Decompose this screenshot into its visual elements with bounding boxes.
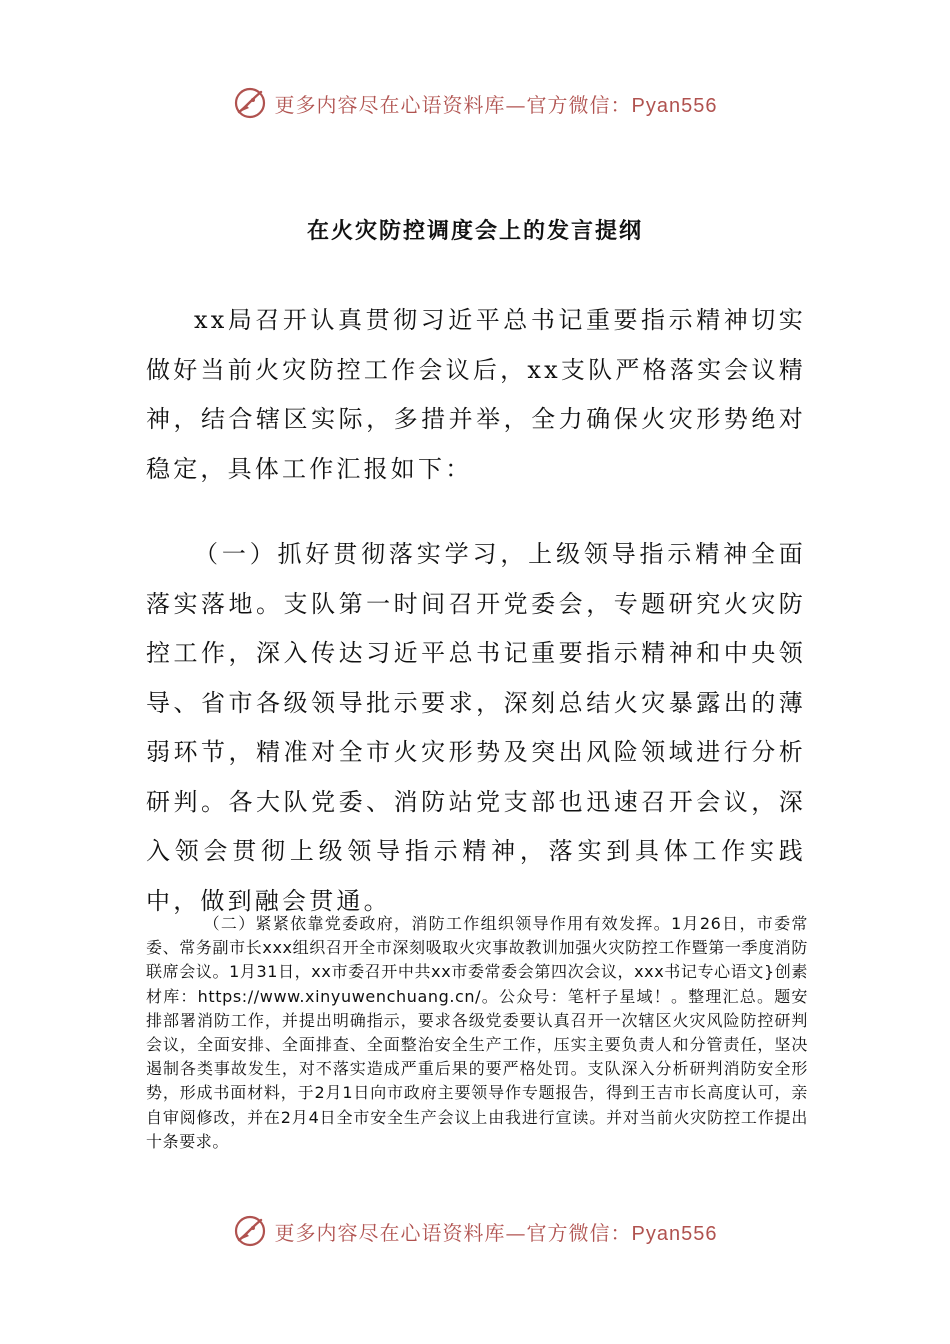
section-two-paragraph: （二）紧紧依靠党委政府，消防工作组织领导作用有效发挥。1月26日，市委常委、常务副市长xxx组织召开全市深刻吸取火灾事故教训加强火灾防控工作暨第一季度消防联席会议。1月31日，xx市委召开中共xx市委常委会第四次会议，xxx书记专心语文}创素材库：https://www.xinyuwenchuang.cn/。公众号：笔杆子星域！。整理汇总。题安排部署消防工作，并提出明确指示，要求各级党委要认真召开一次辖区火灾风险防控研判会议，全面安排、全面排查、全面整治安全生产工作，压实主要负责人和分管责任，坚决遏制各类事故发生，对不落实造成严重后果的要严格处罚。支队深入分析研判消防安全形势，形成书面材料，于2月1日向市政府主要领导作专题报告，得到王吉市长高度认可，亲自审阅修改，并在2月4日全市安全生产会议上由我进行宣读。并对当前火灾防控工作提出十条要求。 <box>146 914 808 1151</box>
wechat-id: Pyan556 <box>631 94 718 117</box>
intro-paragraph: xx局召开认真贯彻习近平总书记重要指示精神切实做好当前火灾防控工作会议后，xx支队严格落实会议精神，结合辖区实际，多措并举，全力确保火灾形势绝对稳定，具体工作汇报如下： <box>146 306 806 483</box>
pen-circle-logo-icon <box>233 1214 267 1248</box>
header-banner <box>0 78 950 128</box>
wechat-id: Pyan556 <box>631 1222 718 1245</box>
footer-banner <box>0 1206 950 1256</box>
document-title: 在火灾防控调度会上的发言提纲 <box>306 219 643 244</box>
section-one-paragraph: （一）抓好贯彻落实学习，上级领导指示精神全面落实落地。支队第一时间召开党委会，专题研究火灾防控工作，深入传达习近平总书记重要指示精神和中央领导、省市各级领导批示要求，深刻总结火灾暴露出的薄弱环节，精准对全市火灾形势及突出风险领域进行分析研判。各大队党委、消防站党支部也迅速召开会议，深入领会贯彻上级领导指示精神，落实到具体工作实践中，做到融会贯通。 <box>146 540 806 915</box>
banner-text: 更多内容尽在心语资料库—官方微信：Pyan556 <box>274 1220 718 1245</box>
banner-text: 更多内容尽在心语资料库—官方微信：Pyan556 <box>274 92 718 117</box>
pen-circle-logo-icon <box>233 86 267 120</box>
